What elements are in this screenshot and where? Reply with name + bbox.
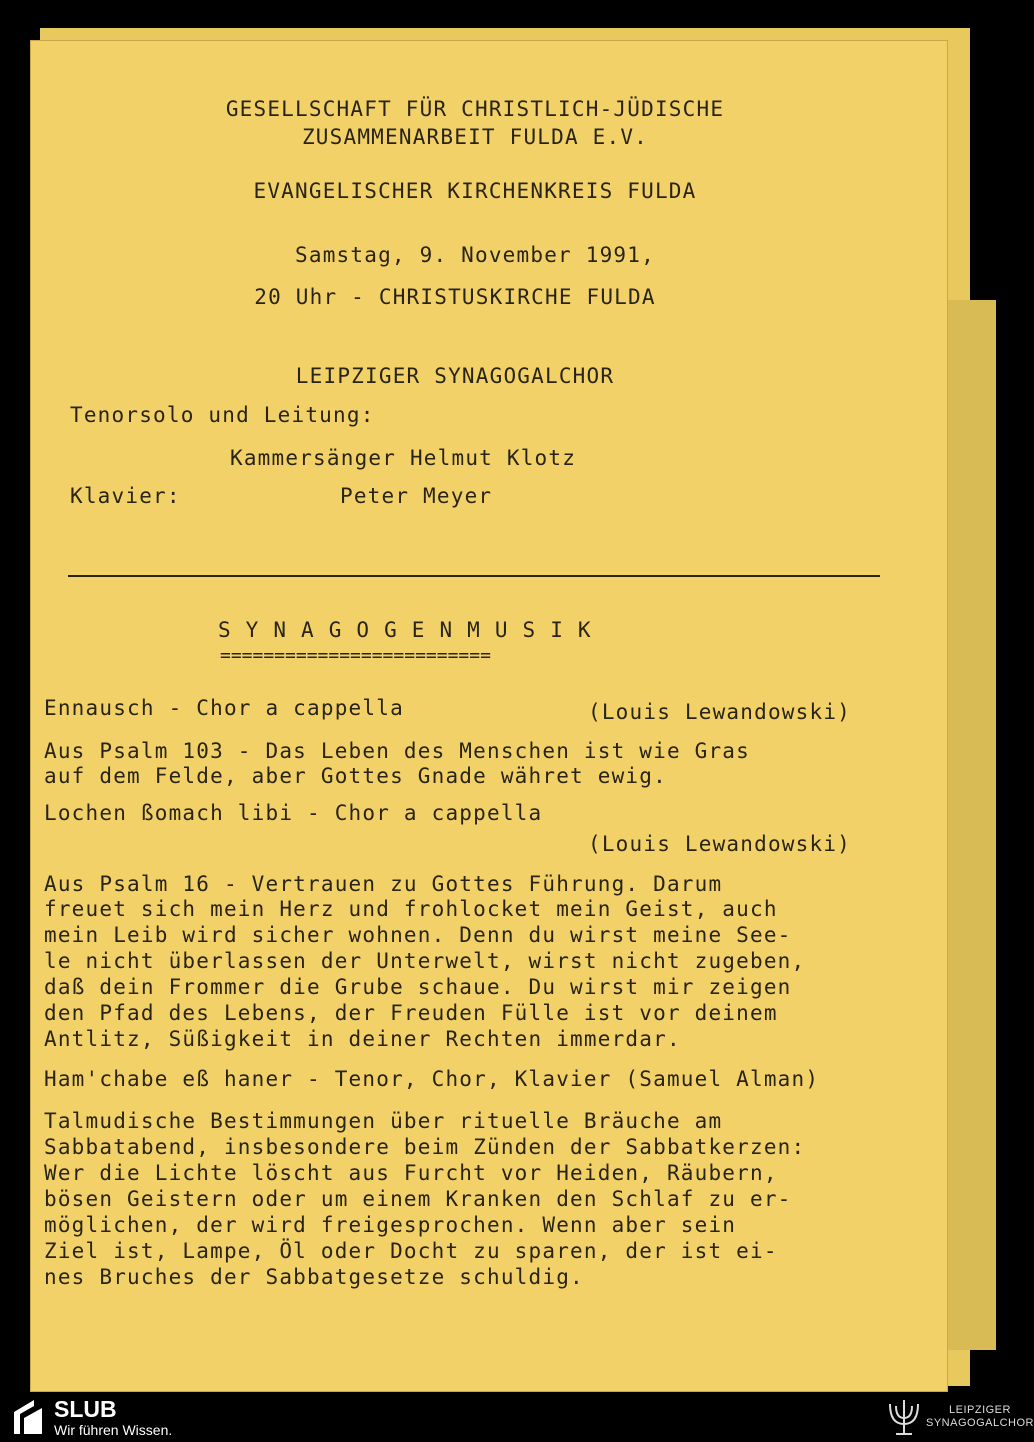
program-item-2-line-2: auf dem Felde, aber Gottes Gnade währet ewig. (44, 764, 667, 788)
talmud-line-7: nes Bruches der Sabbatgesetze schuldig. (44, 1265, 584, 1289)
partner-line-2: SYNAGOGALCHOR (926, 1417, 1034, 1429)
psalm16-line-5: daß dein Frommer die Grube schaue. Du wirst mir zeigen (44, 975, 792, 999)
program-item-3: Lochen ßomach libi - Chor a cappella (44, 801, 543, 825)
back-sheet-edge (948, 300, 996, 1350)
program-title-underline: ========================= (220, 645, 491, 666)
program-item-1: Ennausch - Chor a cappella (44, 696, 404, 720)
talmud-line-3: Wer die Lichte löscht aus Furcht vor Heiden, Räubern, (44, 1161, 778, 1185)
tenor-name: Kammersänger Helmut Klotz (230, 446, 577, 470)
program-item-2-line-1: Aus Psalm 103 - Das Leben des Menschen ist wie Gras (44, 739, 750, 763)
partner-line-1: LEIPZIGER (949, 1404, 1011, 1416)
slub-brand[interactable]: SLUB (54, 1396, 117, 1422)
time-place: 20 Uhr - CHRISTUSKIRCHE FULDA (254, 285, 656, 309)
talmud-line-1: Talmudische Bestimmungen über rituelle Bräuche am (44, 1109, 723, 1133)
org-2: EVANGELISCHER KIRCHENKREIS FULDA (253, 179, 697, 203)
choir-name: LEIPZIGER SYNAGOGALCHOR (295, 364, 615, 388)
piano-label: Klavier: (70, 484, 181, 508)
program-item-5: Ham'chabe eß haner - Tenor, Chor, Klavier (Samuel Alman) (44, 1067, 820, 1091)
talmud-line-6: Ziel ist, Lampe, Öl oder Docht zu sparen, der ist ei- (44, 1239, 778, 1263)
psalm16-line-1: Aus Psalm 16 - Vertrauen zu Gottes Führung. Darum (44, 872, 723, 896)
psalm16-line-3: mein Leib wird sicher wohnen. Denn du wirst meine See- (44, 923, 792, 947)
psalm16-line-7: Antlitz, Süßigkeit in deiner Rechten immerdar. (44, 1027, 681, 1051)
slub-tagline: Wir führen Wissen. (54, 1422, 173, 1438)
menorah-icon (884, 1394, 924, 1438)
org-line-1: GESELLSCHAFT FÜR CHRISTLICH-JÜDISCHE (225, 97, 725, 121)
program-title: S Y N A G O G E N M U S I K (218, 618, 592, 642)
slub-logo-icon[interactable] (12, 1398, 46, 1436)
divider-line (68, 575, 880, 577)
program-item-3-composer: (Louis Lewandowski) (588, 832, 852, 856)
psalm16-line-6: den Pfad des Lebens, der Freuden Fülle ist vor deinem (44, 1001, 778, 1025)
program-item-1-composer: (Louis Lewandowski) (588, 700, 852, 724)
date-line: Samstag, 9. November 1991, (295, 243, 655, 267)
psalm16-line-2: freuet sich mein Herz und frohlocket mein Geist, auch (44, 897, 778, 921)
talmud-line-2: Sabbatabend, insbesondere beim Zünden der Sabbatkerzen: (44, 1135, 806, 1159)
talmud-line-5: möglichen, der wird freigesprochen. Wenn aber sein (44, 1213, 737, 1237)
talmud-line-4: bösen Geistern oder um einem Kranken den Schlaf zu er- (44, 1187, 792, 1211)
partner-logo-text (926, 1404, 1034, 1430)
tenor-label: Tenorsolo und Leitung: (70, 403, 375, 427)
piano-name: Peter Meyer (340, 484, 493, 508)
psalm16-line-4: le nicht überlassen der Unterwelt, wirst nicht zugeben, (44, 949, 806, 973)
org-line-2: ZUSAMMENARBEIT FULDA E.V. (301, 125, 649, 149)
